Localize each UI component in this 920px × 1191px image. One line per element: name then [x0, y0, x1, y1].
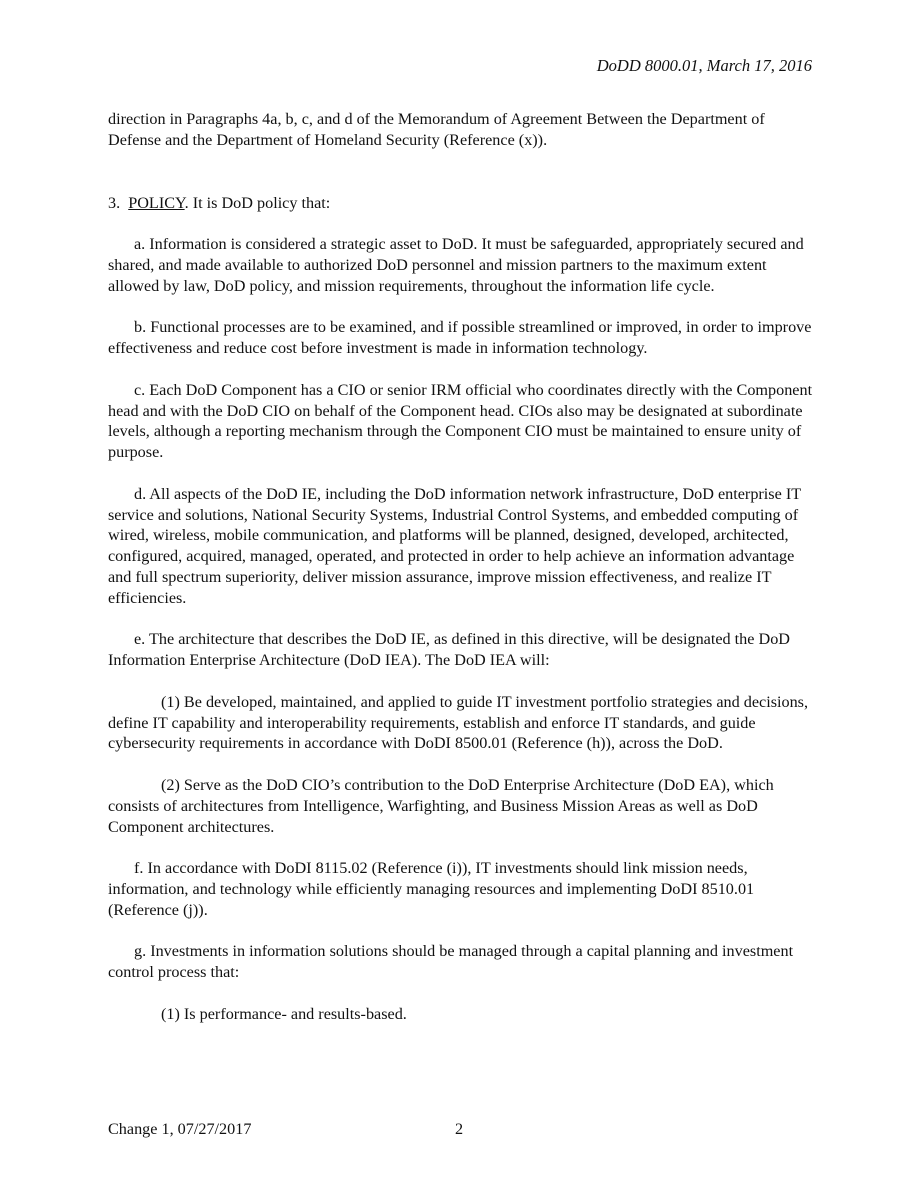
page-number: 2: [455, 1120, 464, 1138]
policy-paragraph-e-2: (2) Serve as the DoD CIO’s contribution to the DoD Enterprise Architecture (DoD EA), which consists of architectures from Intelligence, Warfighting, and Business Mission Areas as well as DoD Component architectures.: [108, 775, 774, 836]
section-number: 3.: [108, 193, 121, 212]
policy-paragraph-c: c. Each DoD Component has a CIO or senior IRM official who coordinates directly with the Component head and with the DoD CIO on behalf of the Component head. CIOs also may be designated at subordinate levels, although a reporting mechanism through the Component CIO must be maintained to ensure unity of purpose.: [108, 380, 813, 462]
section-intro: . It is DoD policy that:: [184, 193, 331, 212]
policy-paragraph-f: f. In accordance with DoDI 8115.02 (Reference (i)), IT investments should link mission needs, information, and technology while efficiently managing resources and implementing DoDI 8510.01 (Reference (j)).: [108, 859, 755, 919]
policy-paragraph-a: a. Information is considered a strategic asset to DoD. It must be safeguarded, appropriately secured and shared, and made available to authorized DoD personnel and mission partners to the maximum extent allowed by law, DoD policy, and mission requirements, throughout the information life cycle.: [108, 235, 804, 295]
document-body: [108, 109, 814, 1024]
section-heading: [108, 193, 814, 214]
policy-paragraph-g-1: (1) Is performance- and results-based.: [161, 1004, 407, 1023]
section-title: POLICY: [128, 193, 185, 212]
document-header: DoDD 8000.01, March 17, 2016: [596, 56, 812, 75]
policy-paragraph-b: b. Functional processes are to be examined, and if possible streamlined or improved, in order to improve effectiveness and reduce cost before investment is made in information technology.: [108, 318, 812, 358]
continuation-paragraph: direction in Paragraphs 4a, b, c, and d of the Memorandum of Agreement Between the Department of Defense and the Department of Homeland Security (Reference (x)).: [108, 110, 765, 149]
policy-paragraph-d: d. All aspects of the DoD IE, including the DoD information network infrastructure, DoD enterprise IT service and solutions, National Security Systems, Industrial Control Systems, and embedded computing of wired, wireless, mobile communication, and platforms will be planned, designed, developed, architected, configured, acquired, managed, operated, and protected in order to help achieve an information advantage and full spectrum superiority, deliver mission assurance, improve mission effectiveness, and realize IT efficiencies.: [108, 484, 801, 607]
policy-paragraph-e-1: (1) Be developed, maintained, and applied to guide IT investment portfolio strategies and decisions, define IT capability and interoperability requirements, establish and enforce IT standards, and guide cybersecurity requirements in accordance with DoDI 8500.01 (Reference (h)), across the DoD.: [108, 692, 809, 753]
footer-change-date: Change 1, 07/27/2017: [108, 1120, 252, 1138]
policy-paragraph-e: e. The architecture that describes the DoD IE, as defined in this directive, will be designated the DoD Information Enterprise Architecture (DoD IEA). The DoD IEA will:: [108, 630, 790, 670]
policy-paragraph-g: g. Investments in information solutions should be managed through a capital planning and investment control process that:: [108, 942, 794, 982]
